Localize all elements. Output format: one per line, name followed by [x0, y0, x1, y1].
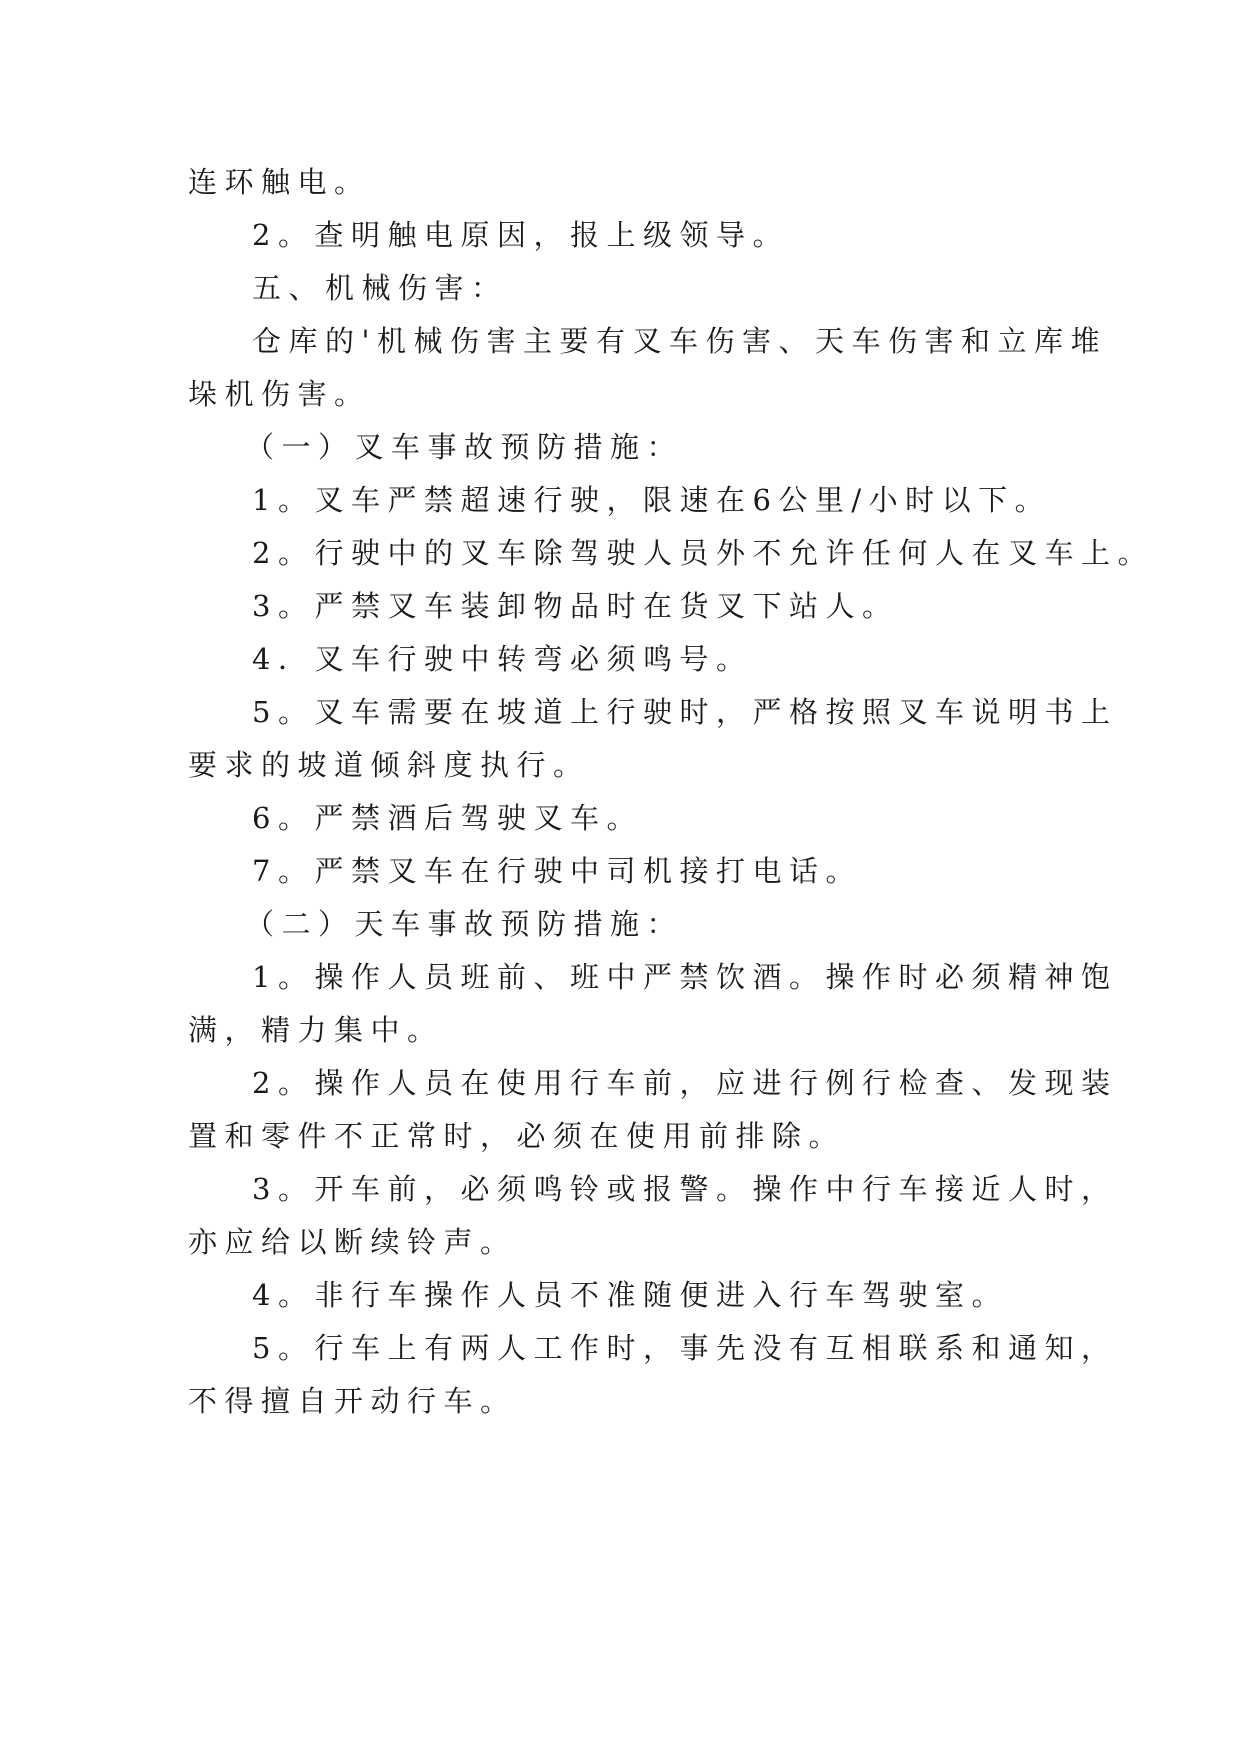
- text-line: [0, 851, 1241, 891]
- line-text: 5。叉车需要在坡道上行驶时，严格按照叉车说明书上: [252, 695, 1118, 729]
- line-text: 五、机械伤害：: [252, 271, 508, 305]
- subsection-heading: [0, 904, 1241, 944]
- line-text: 3。严禁叉车装卸物品时在货叉下站人。: [252, 589, 899, 623]
- text-line: [0, 1169, 1241, 1209]
- line-text: 4．叉车行驶中转弯必须鸣号。: [252, 642, 753, 676]
- line-text: 垛机伤害。: [188, 377, 371, 411]
- text-line: [0, 957, 1241, 997]
- line-text: 6。严禁酒后驾驶叉车。: [252, 801, 643, 835]
- line-text: （二）天车事故预防措施：: [245, 907, 684, 941]
- line-text: 3。开车前，必须鸣铃或报警。操作中行车接近人时，: [252, 1172, 1118, 1206]
- line-text: 2。操作人员在使用行车前，应进行例行检查、发现装: [252, 1066, 1118, 1100]
- line-text: 1。操作人员班前、班中严禁饮酒。操作时必须精神饱: [252, 960, 1118, 994]
- text-line: [0, 1222, 1241, 1262]
- text-line: [0, 586, 1241, 626]
- text-line: [0, 1328, 1241, 1368]
- text-line: [0, 321, 1241, 361]
- subsection-heading: [0, 427, 1241, 467]
- line-text: 5。行车上有两人工作时，事先没有互相联系和通知，: [252, 1331, 1118, 1365]
- section-heading: [0, 268, 1241, 308]
- line-text: 要求的坡道倾斜度执行。: [188, 748, 590, 782]
- text-line: [0, 215, 1241, 255]
- line-text: 满，精力集中。: [188, 1013, 444, 1047]
- line-text: 1。叉车严禁超速行驶，限速在6公里/小时以下。: [252, 483, 1052, 517]
- text-line: [0, 1116, 1241, 1156]
- line-text: 置和零件不正常时，必须在使用前排除。: [188, 1119, 846, 1153]
- text-line: [0, 1063, 1241, 1103]
- line-text: 不得擅自开动行车。: [188, 1384, 517, 1418]
- line-text: 7。严禁叉车在行驶中司机接打电话。: [252, 854, 862, 888]
- text-line: [0, 162, 1241, 202]
- text-line: [0, 374, 1241, 414]
- text-line: [0, 639, 1241, 679]
- text-line: [0, 480, 1241, 520]
- text-line: [0, 1275, 1241, 1315]
- line-text: 2。行驶中的叉车除驾驶人员外不允许任何人在叉车上。: [252, 536, 1154, 570]
- text-line: [0, 692, 1241, 732]
- line-text: 4。非行车操作人员不准随便进入行车驾驶室。: [252, 1278, 1008, 1312]
- text-line: [0, 1381, 1241, 1421]
- line-text: 亦应给以断续铃声。: [188, 1225, 517, 1259]
- text-line: [0, 745, 1241, 785]
- text-line: [0, 798, 1241, 838]
- line-text: （一）叉车事故预防措施：: [245, 430, 684, 464]
- line-text: 连环触电。: [188, 165, 371, 199]
- text-line: [0, 1010, 1241, 1050]
- line-text: 仓库的'机械伤害主要有叉车伤害、天车伤害和立库堆: [252, 324, 1107, 358]
- text-line: [0, 533, 1241, 573]
- line-text: 2。查明触电原因，报上级领导。: [252, 218, 789, 252]
